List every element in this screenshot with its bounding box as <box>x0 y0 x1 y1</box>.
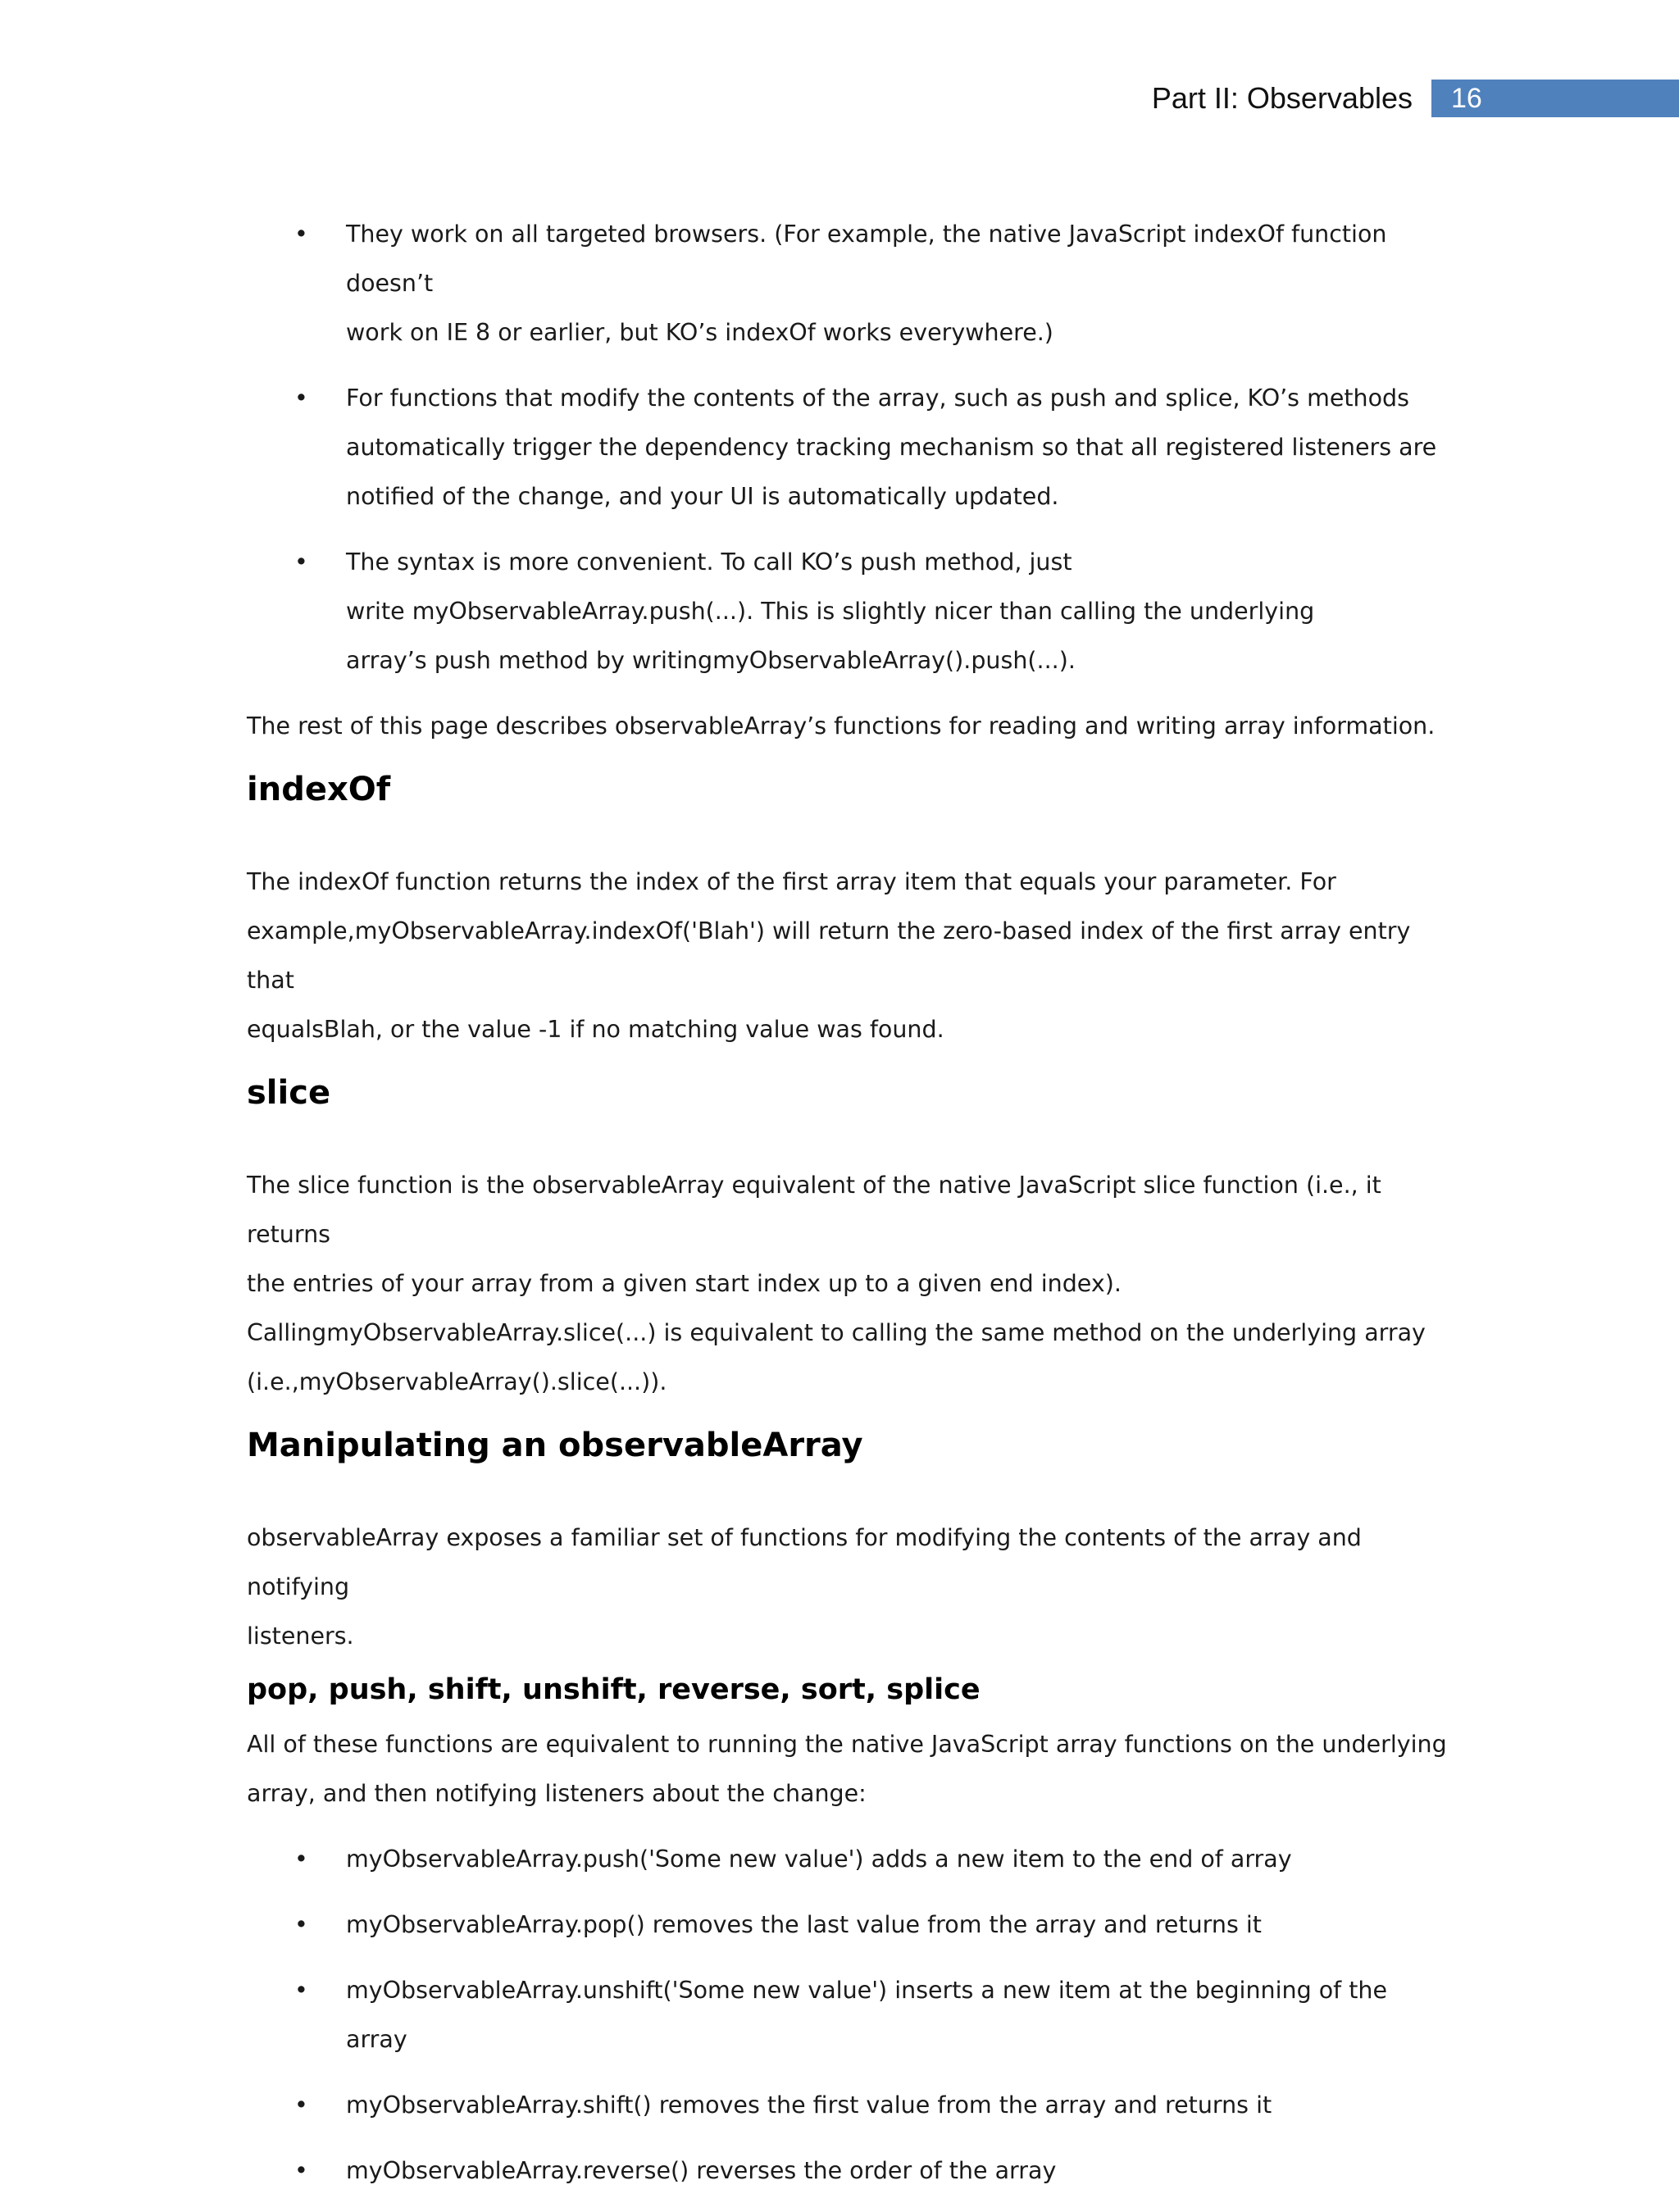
subsection-heading-functions: pop, push, shift, unshift, reverse, sort, splice <box>247 1673 981 1706</box>
bullet-icon: • <box>294 1911 308 1938</box>
page-number: 16 <box>1451 83 1482 114</box>
paragraph-line: observableArray exposes a familiar set of functions for modifying the contents of the array and notifying <box>247 1524 1362 1600</box>
list-item-line: myObservableArray.unshift('Some new value') inserts a new item at the beginning of the array <box>346 1977 1388 2053</box>
list-item-line: write myObservableArray.push(...). This is slightly nicer than calling the underlying <box>346 598 1315 625</box>
paragraph-line: array, and then notifying listeners about the change: <box>247 1780 867 1807</box>
list-item <box>247 1835 1452 1884</box>
paragraph-line: CallingmyObservableArray.slice(...) is equivalent to calling the same method on the underlying array <box>247 1319 1426 1346</box>
paragraph-line: (i.e.,myObservableArray().slice(...)). <box>247 1368 667 1395</box>
page-number-bar <box>1431 80 1679 117</box>
list-item-line: myObservableArray.shift() removes the first value from the array and returns it <box>346 2091 1272 2119</box>
list-item-line: myObservableArray.reverse() reverses the order of the array <box>346 2157 1057 2184</box>
list-item <box>247 538 1452 685</box>
indexof-paragraph <box>247 858 1452 1054</box>
paragraph-line: All of these functions are equivalent to running the native JavaScript array functions on the underlying <box>247 1731 1447 1758</box>
list-item <box>247 210 1452 357</box>
page-content <box>247 210 1452 2212</box>
list-item <box>247 374 1452 521</box>
paragraph-line: listeners. <box>247 1623 354 1650</box>
list-item-line: myObservableArray.pop() removes the last value from the array and returns it <box>346 1911 1262 1938</box>
list-item-line: For functions that modify the contents of the array, such as push and splice, KO’s methods <box>346 385 1410 412</box>
list-item <box>247 1966 1452 2064</box>
paragraph-line: the entries of your array from a given start index up to a given end index). <box>247 1270 1122 1297</box>
list-item-line: They work on all targeted browsers. (For example, the native JavaScript indexOf function doesn’t <box>346 221 1387 297</box>
list-item-line: array’s push method by writingmyObservableArray().push(...). <box>346 647 1076 674</box>
bullet-icon: • <box>294 548 308 576</box>
section-heading-indexof: indexOf <box>247 771 391 808</box>
header-title: Part II: Observables <box>1151 81 1413 115</box>
paragraph-line: equalsBlah, or the value -1 if no matching value was found. <box>247 1016 944 1043</box>
list-item <box>247 1900 1452 1950</box>
list-item-line: notified of the change, and your UI is automatically updated. <box>346 483 1059 510</box>
list-item-line: automatically trigger the dependency tracking mechanism so that all registered listeners are <box>346 434 1437 461</box>
list-item-line: The syntax is more convenient. To call KO’s push method, just <box>346 548 1072 576</box>
section-heading-manipulating: Manipulating an observableArray <box>247 1427 863 1464</box>
list-item-line: work on IE 8 or earlier, but KO’s indexOf works everywhere.) <box>346 319 1053 346</box>
function-bullet-list <box>247 1835 1452 2196</box>
paragraph-line: example,myObservableArray.indexOf('Blah') will return the zero-based index of the first array entry that <box>247 917 1411 994</box>
section-heading-slice: slice <box>247 1074 331 1112</box>
list-item-line: myObservableArray.push('Some new value') adds a new item to the end of array <box>346 1846 1292 1873</box>
bullet-icon: • <box>294 1846 308 1873</box>
paragraph-line: The indexOf function returns the index of the first array item that equals your parameter. For <box>247 868 1336 895</box>
bullet-icon: • <box>294 2091 308 2119</box>
intro-bullet-list <box>247 210 1452 685</box>
slice-paragraph <box>247 1161 1452 1407</box>
bullet-icon: • <box>294 385 308 412</box>
bullet-icon: • <box>294 221 308 248</box>
rest-paragraph: The rest of this page describes observableArray’s functions for reading and writing array information. <box>247 712 1436 740</box>
functions-paragraph <box>247 1720 1452 1818</box>
list-item <box>247 2081 1452 2130</box>
manipulating-paragraph <box>247 1513 1452 1661</box>
bullet-icon: • <box>294 1977 308 2004</box>
paragraph-line: The slice function is the observableArray equivalent of the native JavaScript slice function (i.e., it returns <box>247 1172 1381 1248</box>
list-item <box>247 2146 1452 2196</box>
bullet-icon: • <box>294 2157 308 2184</box>
